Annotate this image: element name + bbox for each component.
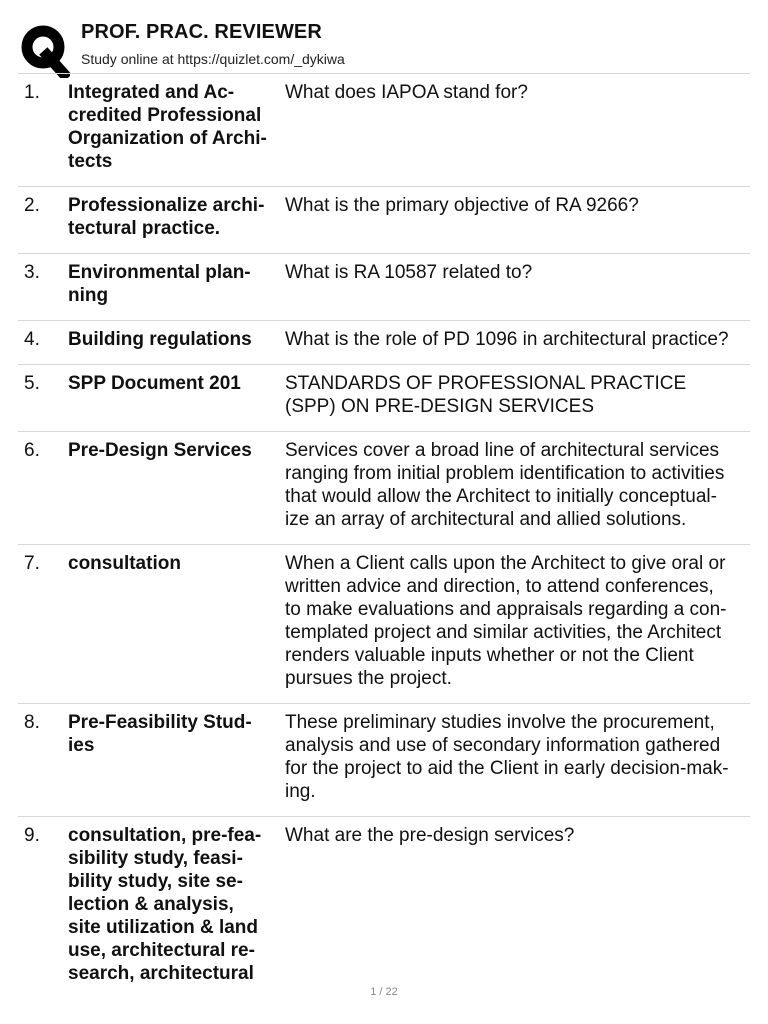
card-row xyxy=(18,817,750,998)
card-term: SPP Document 201 xyxy=(68,373,241,394)
card-term: consultation xyxy=(68,553,181,574)
card-number: 8. xyxy=(24,712,40,733)
card-definition: These preliminary studies involve the procurement, analysis and use of secondary information gathered for the project to aid the Client in early decision-mak- ing. xyxy=(285,712,729,802)
card-number: 1. xyxy=(24,82,40,103)
document-header xyxy=(18,16,750,74)
card-number: 3. xyxy=(24,262,40,283)
card-row xyxy=(18,365,750,432)
card-number: 5. xyxy=(24,373,40,394)
card-definition: Services cover a broad line of architectural services ranging from initial problem identification to activities that would allow the Architect to initially conceptual- ize an array of architectural and allied solutions. xyxy=(285,440,725,530)
card-term: Professionalize archi- tectural practice. xyxy=(68,195,265,239)
card-term: Integrated and Ac- credited Professional Organization of Archi- tects xyxy=(68,82,267,172)
card-number: 6. xyxy=(24,440,40,461)
card-term: Environmental plan- ning xyxy=(68,262,251,306)
card-term: consultation, pre-fea- sibility study, feasi- bility study, site se- lection & analysis, site utilization & land use, architectural re- search, architectural xyxy=(68,825,262,984)
card-number: 7. xyxy=(24,553,40,574)
card-row xyxy=(18,187,750,254)
card-number: 2. xyxy=(24,195,40,216)
card-definition: What is RA 10587 related to? xyxy=(285,262,533,283)
card-definition: STANDARDS OF PROFESSIONAL PRACTICE (SPP) ON PRE-DESIGN SERVICES xyxy=(285,373,687,417)
card-row xyxy=(18,545,750,704)
quizlet-logo-icon xyxy=(20,22,70,78)
study-link-text: Study online at https://quizlet.com/_dykiwa xyxy=(81,51,345,67)
card-number: 4. xyxy=(24,329,40,350)
card-definition: What are the pre-design services? xyxy=(285,825,575,846)
card-row xyxy=(18,704,750,817)
card-definition: When a Client calls upon the Architect to give oral or written advice and direction, to attend conferences, to make evaluations and appraisals regarding a con- templated project and similar activities, the Architect renders valuable inputs whether or not the Client pursues the project. xyxy=(285,553,727,689)
card-term: Pre-Design Services xyxy=(68,440,252,461)
flashcard-list xyxy=(18,74,750,998)
card-definition: What is the primary objective of RA 9266? xyxy=(285,195,639,216)
page-number: 1 / 22 xyxy=(370,986,398,998)
card-number: 9. xyxy=(24,825,40,846)
card-term: Pre-Feasibility Stud- ies xyxy=(68,712,252,756)
card-row xyxy=(18,254,750,321)
card-term: Building regulations xyxy=(68,329,252,350)
card-definition: What does IAPOA stand for? xyxy=(285,82,528,103)
card-row xyxy=(18,321,750,365)
card-row xyxy=(18,432,750,545)
card-row xyxy=(18,74,750,187)
card-definition: What is the role of PD 1096 in architectural practice? xyxy=(285,329,729,350)
document-title: PROF. PRAC. REVIEWER xyxy=(81,21,322,43)
